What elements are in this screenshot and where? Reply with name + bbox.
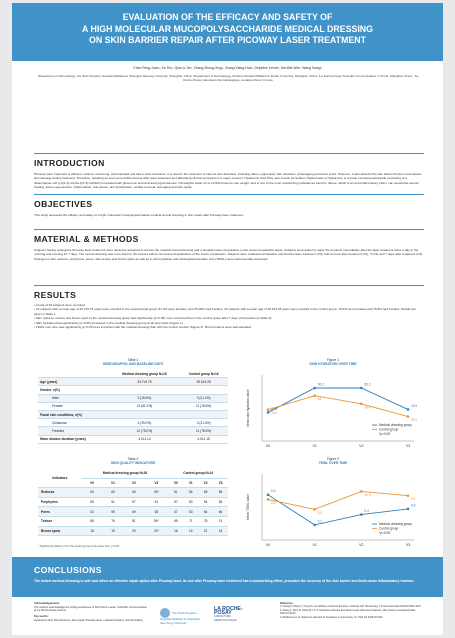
table-cell: 16 (213, 526, 228, 536)
y-axis-label: Mean TEWL value (246, 493, 250, 521)
table-row (38, 497, 228, 507)
table-cell: 51 (144, 497, 168, 507)
table-cell: 20* (144, 526, 168, 536)
data-label: 56.2 (317, 382, 324, 387)
table-cell: 18 (82, 526, 103, 536)
data-point (407, 415, 410, 418)
data-label: 5.4 (364, 509, 369, 514)
table-cell: 51 (103, 497, 124, 507)
figure1-caption: Figure 1 SKIN HYDRATION OVER TIME (309, 358, 357, 367)
row-label: Porphyrins (38, 497, 82, 507)
poster (12, 3, 443, 635)
table-cell: 61 (168, 488, 183, 498)
table-cell: 60 (82, 488, 103, 498)
data-label: 33.5 (411, 403, 418, 408)
methods-section (34, 229, 424, 261)
table-cell: 57 (123, 497, 144, 507)
conclusions-banner (12, 557, 443, 597)
table-cell: 66 (123, 488, 144, 498)
x-tick-label: V3 (405, 444, 411, 448)
data-point (267, 498, 270, 501)
data-point (313, 394, 316, 397)
data-label: 25.9 (411, 418, 418, 423)
acknowledgements: Acknowledgements The authors acknowledge the writing assistance of Karl Pierre Lauter, Scientific communication at La Roche-Posay France. Key words: Hyaluronic acid, biomechanics, skin repair, Picoway laser, medical dressing, wound healing (34, 602, 147, 622)
table-cell: 54 (198, 497, 213, 507)
data-point (267, 408, 270, 411)
table-cell: 56 (213, 497, 228, 507)
data-label: 9.4 (411, 497, 416, 502)
row-label: Redness (38, 488, 82, 498)
figure1-chart (244, 369, 424, 453)
table-cell: 65 (168, 516, 183, 526)
results-section (34, 285, 424, 329)
legend-entry: Control group (379, 427, 399, 432)
x-tick-label: V1 (312, 444, 317, 448)
series-line (268, 396, 408, 417)
objectives-title: OBJECTIVES (34, 199, 93, 209)
reference-item: 3. Rakhimova et al. Hyaluronic acid and its derivatives in wound care. Int J Mol Sci 2018;19:3210. (280, 615, 384, 619)
row-label: Brown spots (38, 526, 82, 536)
table-cell: 65 (144, 507, 168, 517)
table-row: Chloasma 4 (25.0%) 3 (21.4%) (38, 419, 228, 427)
table2-header: Control group N=14 (168, 469, 228, 478)
objectives-body: This study assessed the efficacy and safety of a high molecular mucopolysaccharide medical wound dressing in skin repair after Picoway laser treatment. (34, 213, 244, 217)
x-tick-label: V3 (405, 543, 411, 547)
table-cell: 50 (183, 497, 198, 507)
footer (12, 600, 443, 635)
table-cell: 21 (198, 526, 213, 536)
reference-item: 2. Zhang L, Zhou M, Wang W, Liu S. Hyaluronic acid and skin barrier repair after laser treatment. Clin Cosmet Investig Dermatol 2020;13:45-52. (280, 608, 416, 616)
table-row (38, 488, 228, 498)
data-point (313, 508, 316, 511)
x-tick-label: V0 (265, 543, 271, 547)
table-cell: 69 (123, 507, 144, 517)
table2-header: Medical dressing group N=16 (82, 469, 169, 478)
series-line (268, 491, 408, 509)
brand-logo: LA ROCHE-POSAY LABORATOIRE DERMATOLOGIQUE (214, 606, 243, 622)
table-cell: 65 (198, 488, 213, 498)
x-tick-label: V2 (359, 444, 364, 448)
data-label: 30.3 (271, 406, 278, 411)
results-bullet: • Skin hydration had significantly (p<0.05) increased in the medical dressing group at all post-visits (Figure 1). (34, 320, 184, 325)
methods-title: MATERIAL & METHODS (34, 234, 139, 244)
legend-entry: Medical dressing group (379, 522, 412, 527)
table-cell: 55 (82, 497, 103, 507)
table-cell: 19 (103, 526, 124, 536)
reference-item: 1. Huang S, Wang C, Yang W, et al. Efficacy of picosecond laser combined with HA dressing. J Cosmet Dermatol 2019;18:1063-1070. (280, 605, 422, 609)
table-cell: 65 (213, 488, 228, 498)
data-point (407, 508, 410, 511)
data-point (360, 513, 363, 516)
figure2-chart (244, 468, 424, 552)
objectives-section (34, 194, 424, 217)
table-cell: 78 (198, 516, 213, 526)
results-title: RESULTS (34, 290, 77, 300)
introduction-section (34, 153, 424, 189)
table-cell: 29 (123, 526, 144, 536)
table-row (38, 507, 228, 517)
table2-header: Indicators (38, 469, 82, 488)
table-cell: 84* (144, 516, 168, 526)
references: References 1. Huang S, Wang C, Yang W, et al. Efficacy of picosecond laser combined with HA dressing. J Cosmet Dermatol 2019;18:1063-1070. 2. Zhang L, Zhou M, Wang W, Liu S. Hyaluronic acid and skin barrier repair after laser treatment. Clin Cosmet Investig Dermatol 2020;13:45-52. 3. Rakhimova et al. Hyaluronic acid and its derivatives in wound care. Int J Mol Sci 2018;19:3210. (280, 602, 426, 619)
data-point (313, 387, 316, 390)
table-row (38, 516, 228, 526)
table-cell: 71 (183, 516, 198, 526)
table-cell: 47 (168, 507, 183, 517)
table-cell: 76 (103, 516, 124, 526)
title-banner (12, 3, 443, 61)
results-bullet: • Skin redness, texture and brown spots in the medical dressing group had significantly (p<0.05) more improved than in the control group after 7 days (V3) treatment (Table 2). (34, 316, 273, 321)
table-cell: 62 (82, 507, 103, 517)
data-point (313, 524, 316, 527)
results-bullet: • TEWL over time was significantly (p<0.05) less important with the medical dressing than with the control product (Figure 2). Both products were well-tolerated. (34, 325, 252, 330)
table-row: Gender, n(%) (38, 386, 228, 394)
table2-body (38, 488, 228, 536)
table2-footnote: * Significantly different from the control group at the same time, p<0.05 (38, 545, 120, 548)
figure2-caption: Figure 2 TEWL OVER TIME (318, 457, 348, 466)
results-bullet: • A total of 93 subjects were recruited. (34, 303, 86, 307)
table-cell: 64 (198, 507, 213, 517)
y-axis-label: Mean skin hydration value (246, 389, 250, 427)
table-cell: 74 (213, 516, 228, 526)
authors: Chen Feng-Juan¹, Ke Sin¹, Qian Li-Jie¹, Zhang Zhong-Xing¹, Zhang Xiang-Hua¹, Delphine Kerob³, Ma Wei-Wei¹, Wang Xiang¹ (133, 66, 322, 70)
data-point (267, 493, 270, 496)
legend-note: *p<0.05 (379, 531, 391, 535)
data-label: 3.2 (317, 519, 323, 524)
data-label: 6.5 (317, 510, 323, 515)
row-label: Texture (38, 516, 82, 526)
table1-header: Control group N=16 (179, 370, 228, 378)
table2: Indicators Medical dressing group N=16 Control group N=14 V0 V1 V2 V3 V0 V1 V2 V3 Redness 60 63 66 60* 61 66 65 65 Porphyrins 55 51 57 51 57 50 54 56 Pores 62 59 69 65 47 63 64 66 Texture 86 76 81 84* 65 71 78 74 Brown spots 18 19 29 20* 16 16 21 16 (38, 469, 228, 536)
legend-note: *p<0.05 (379, 432, 391, 436)
conclusions-title: CONCLUSIONS (34, 565, 102, 575)
table1 (38, 370, 228, 444)
data-point (360, 490, 363, 493)
data-label: 9.6 (271, 489, 276, 494)
row-label: Pores (38, 507, 82, 517)
data-point (407, 408, 410, 411)
data-label: 39.4 (364, 405, 371, 410)
table-row: Freckles 12 (75.0%) 11 (78.6%) (38, 427, 228, 435)
table1-caption: Table 1 DEMOGRAPHIC AND BASELINE DAYS (102, 358, 164, 367)
introduction-body: Picoway laser treatment is efficient, no/time consuming, well tolerated and has a short downtime. It is used in the treatment of various skin disorders, including tattoo, pigmentary skin disorders, photoageing and acne scars. However, it also disturbs the skin barrier function and causes skin damage during treatment. Therefore, repairing as soon as possible lesions after laser treatment and alleviating clinical symptoms is a major concern. Hyaluronic Acid (HA), also known as Sodium Hyaluronate or Hyaluronic, is a linear mucopolysaccharide consisting of a disaccharide unit [(-β(1,4)-GlcUA-β(1,3)-GlcNAc)n repeated with glucuronic acid and acetyl-glucosamine. HA weights water up to 10,000 times its own weight, and is one of the most moisturizing substances found in nature, which is an anti-inflammatory effect, can accelerate wound healing, tissue regeneration, inflammation, anti-cancer, anti-proliferation, wrinkle removal, anti-aging and skin repair. (34, 172, 422, 189)
results-bullets (34, 303, 424, 329)
table-cell: 63 (183, 507, 198, 517)
table-row: Male 3 (18.8%) 3 (21.4%) (38, 394, 228, 402)
table-cell: 63 (103, 488, 124, 498)
table-cell: 86 (82, 516, 103, 526)
table-row: Female 13 (81.2%) 11 (78.6%) (38, 402, 228, 410)
legend-entry: Control group (379, 526, 399, 531)
data-label: 10.3 (364, 492, 371, 497)
x-tick-label: V0 (265, 444, 271, 448)
data-point (407, 494, 410, 497)
table-row: Facial skin conditions, n(%) (38, 410, 228, 418)
methods-body: Subjects having undergone Picoway laser treatment were randomly assigned to receive the medical wound dressing and a hospital cream preparation or the cream preparation alone. Subjects were asked to apply the products immediately after the laser treatment twice a day in the morning and evening for 7 days. The wound dressing was to be kept for 20 minutes before removal and application of the cream preparation. Subjects were evaluated at baseline point before laser treatment (V0), half an hour after treatment (V1), 3 (V2) and 7 days after treatment (V3). Changes in skin redness, porphyrins, pores, skin texture and brown spots as well as in skin hydration and transepidermal water loss (TEWL) were instrumentally assessed. (34, 248, 423, 261)
table-cell: 66 (183, 488, 198, 498)
data-label: 56.2 (364, 382, 371, 387)
table-cell: 66 (213, 507, 228, 517)
table-cell: 16 (183, 526, 198, 536)
data-label: 8.6 (271, 500, 276, 505)
table-cell: 60* (144, 488, 168, 498)
affiliations: ¹Department of Dermatology, the Sixth People's Hospital Affiliated to Shanghai Jiaotong University, Shanghai, China, ²Department of Dermatology, Pudong Hospital Affiliated to Fudan University, Shanghai, China, ³La Roche-Posay Scientific Communication in China, Shanghai, China, ⁴La Roche-Posay Laboratoire Dermatologique, Levallois-Perret, France (37, 74, 419, 83)
data-point (267, 411, 270, 414)
data-point (360, 403, 363, 406)
table1-header (38, 370, 110, 378)
table-cell: 16 (168, 526, 183, 536)
table1-header: Medical dressing group N=16 (110, 370, 180, 378)
data-label: 6.6 (411, 503, 416, 508)
x-tick-label: V2 (359, 543, 364, 547)
table-row: Mean disease duration (years) 4.2±1.14 4.0±1.18 (38, 435, 228, 443)
table-cell: 57 (168, 497, 183, 507)
table-row: Age (years) 33.7±3.75 35.9±3.28 (38, 378, 228, 386)
table2-caption: Table 2 SKIN QUALITY INDICATORS (110, 457, 156, 466)
poster-title: EVALUATION OF THE EFFICACY AND SAFETY OF A HIGH MOLECULAR MUCOPOLYSACCHARIDE MEDICAL DRESSING ON SKIN BARRIER REPAIR AFTER PICOWAY LASER TREATMENT (82, 12, 373, 45)
data-label: 48 (317, 397, 322, 402)
table-cell: 59 (103, 507, 124, 517)
data-point (360, 387, 363, 390)
conclusions-body: The tested medical dressing is safe and offers an effective repair option after Picoway laser. Its use after Picoway laser treatment has a moisturizing effect, promotes the recovery of the skin barrier and limits acute inflammatory reaction. (34, 579, 415, 583)
table-cell: 81 (123, 516, 144, 526)
results-bullet: • 16 subjects with a mean age of 33.7±3.75 years were enrolled in the experimental group; 81.3% were females, and 75.00% had freckles. 16 subjects with a mean age of 35.9±3.28 years were enrolled in the control group; 78.6% were females and 78.6% had freckles. Details are given in Table 1. (34, 307, 416, 316)
hospital-logo: The Sixth People's Hospital Affiliated to Shanghai Jiao Tong University (160, 608, 206, 625)
legend-entry: Medical dressing group (379, 423, 412, 428)
introduction-title: INTRODUCTION (34, 158, 105, 168)
table-row (38, 526, 228, 536)
data-label: 33.2 (271, 411, 278, 416)
x-tick-label: V1 (312, 543, 317, 547)
